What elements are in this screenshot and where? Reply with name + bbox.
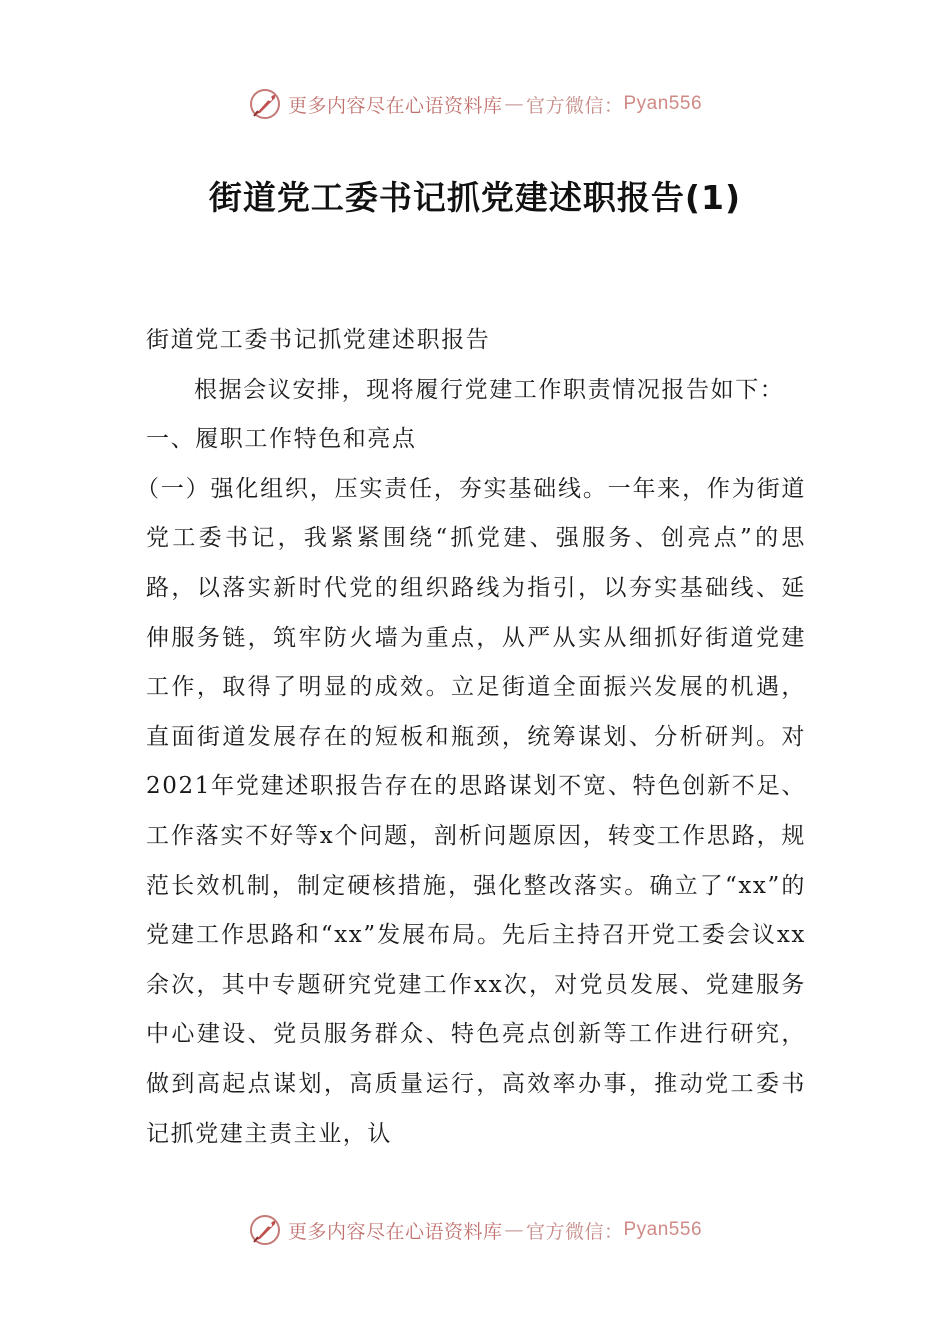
document-body <box>136 316 806 1159</box>
quill-logo-icon <box>248 1213 282 1247</box>
banner-site-text: 更多内容尽在心语资料库 <box>287 94 503 117</box>
banner-wechat-label: 官方微信： <box>525 1220 624 1243</box>
banner-dash: — <box>504 1219 524 1241</box>
body-paragraph: （一）强化组织，压实责任，夯实基础线。一年来，作为街道党工委书记，我紧紧围绕“抓党建、强服务、创亮点”的思路，以落实新时代党的组织路线为指引，以夯实基础线、延伸服务链，筑牢防火墙为重点，从严从实从细抓好街道党建工作，取得了明显的成效。立足街道全面振兴发展的机遇，直面街道发展存在的短板和瓶颈，统筹谋划、分析研判。对2021年党建述职报告存在的思路谋划不宽、特色创新不足、工作落实不好等x个问题，剖析问题原因，转变工作思路，规范长效机制，制定硬核措施，强化整改落实。确立了“xx”的党建工作思路和“xx”发展布局。先后主持召开党工委会议xx余次，其中专题研究党建工作xx次，对党员发展、党建服务中心建设、党员服务群众、特色亮点创新等工作进行研究，做到高起点谋划，高质量运行，高效率办事，推动党工委书记抓党建主责主业，认 <box>136 475 806 1147</box>
banner-dash: — <box>504 93 524 115</box>
header-banner <box>0 82 950 126</box>
section-heading: 一、履职工作特色和亮点 <box>146 426 417 453</box>
banner-site-text: 更多内容尽在心语资料库 <box>287 1220 503 1243</box>
banner-wechat-id: Pyan556 <box>623 1219 703 1240</box>
footer-banner <box>0 1208 950 1252</box>
document-subtitle: 街道党工委书记抓党建述职报告 <box>146 327 491 353</box>
quill-logo-icon <box>248 87 282 121</box>
document-title: 街道党工委书记抓党建述职报告(1) <box>208 178 742 217</box>
banner-wechat-id: Pyan556 <box>623 93 703 114</box>
intro-paragraph: 根据会议安排，现将履行党建工作职责情况报告如下： <box>194 376 785 403</box>
banner-wechat-label: 官方微信： <box>525 94 624 117</box>
